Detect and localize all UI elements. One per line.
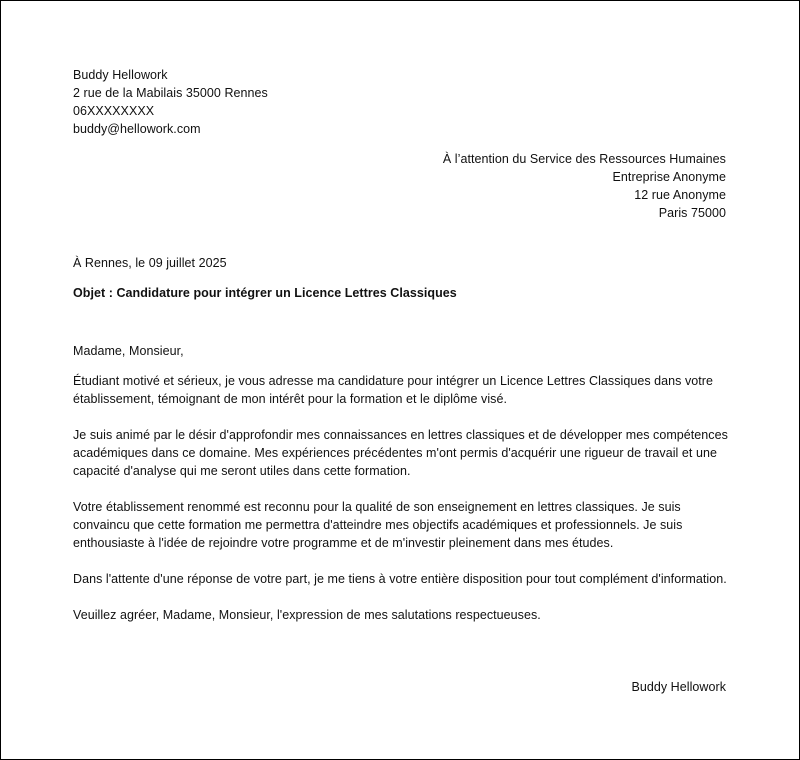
date-line: À Rennes, le 09 juillet 2025 [73, 256, 227, 270]
recipient-block [306, 150, 726, 222]
body-paragraph: Votre établissement renommé est reconnu pour la qualité de son enseignement en lettres classiques. Je suis convaincu que cette formation me permettra d'atteindre mes objectifs académiques et professionnels. Je suis enthousiaste à l'idée de rejoindre votre programme et de m'investir pleinement dans mes études. [73, 500, 683, 550]
letter-body [73, 372, 733, 624]
recipient-company: Entreprise Anonyme [612, 170, 726, 184]
subject-line: Objet : Candidature pour intégrer un Licence Lettres Classiques [73, 286, 457, 300]
closing-paragraph: Veuillez agréer, Madame, Monsieur, l'expression de mes salutations respectueuses. [73, 608, 541, 622]
greeting: Madame, Monsieur, [73, 344, 184, 358]
body-paragraph: Étudiant motivé et sérieux, je vous adresse ma candidature pour intégrer un Licence Lettres Classiques dans votre établissement, témoignant de mon intérêt pour la formation et le diplôme visé. [73, 374, 714, 406]
recipient-attention: À l’attention du Service des Ressources Humaines [442, 152, 726, 166]
signature: Buddy Hellowork [631, 680, 726, 694]
sender-block [73, 66, 473, 138]
body-paragraph: Je suis animé par le désir d'approfondir mes connaissances en lettres classiques et de développer mes compétences académiques dans ce domaine. Mes expériences précédentes m'ont permis d'acquérir une rigueur de travail et une capacité d'analyse qui me seront utiles dans cette formation. [73, 428, 728, 478]
sender-address: 2 rue de la Mabilais 35000 Rennes [73, 86, 268, 100]
recipient-city: Paris 75000 [658, 206, 726, 220]
sender-email: buddy@hellowork.com [73, 122, 201, 136]
sender-phone: 06XXXXXXXX [73, 104, 155, 118]
sender-name: Buddy Hellowork [73, 68, 168, 82]
body-paragraph: Dans l'attente d'une réponse de votre part, je me tiens à votre entière disposition pour tout complément d'information. [73, 572, 727, 586]
recipient-street: 12 rue Anonyme [634, 188, 726, 202]
